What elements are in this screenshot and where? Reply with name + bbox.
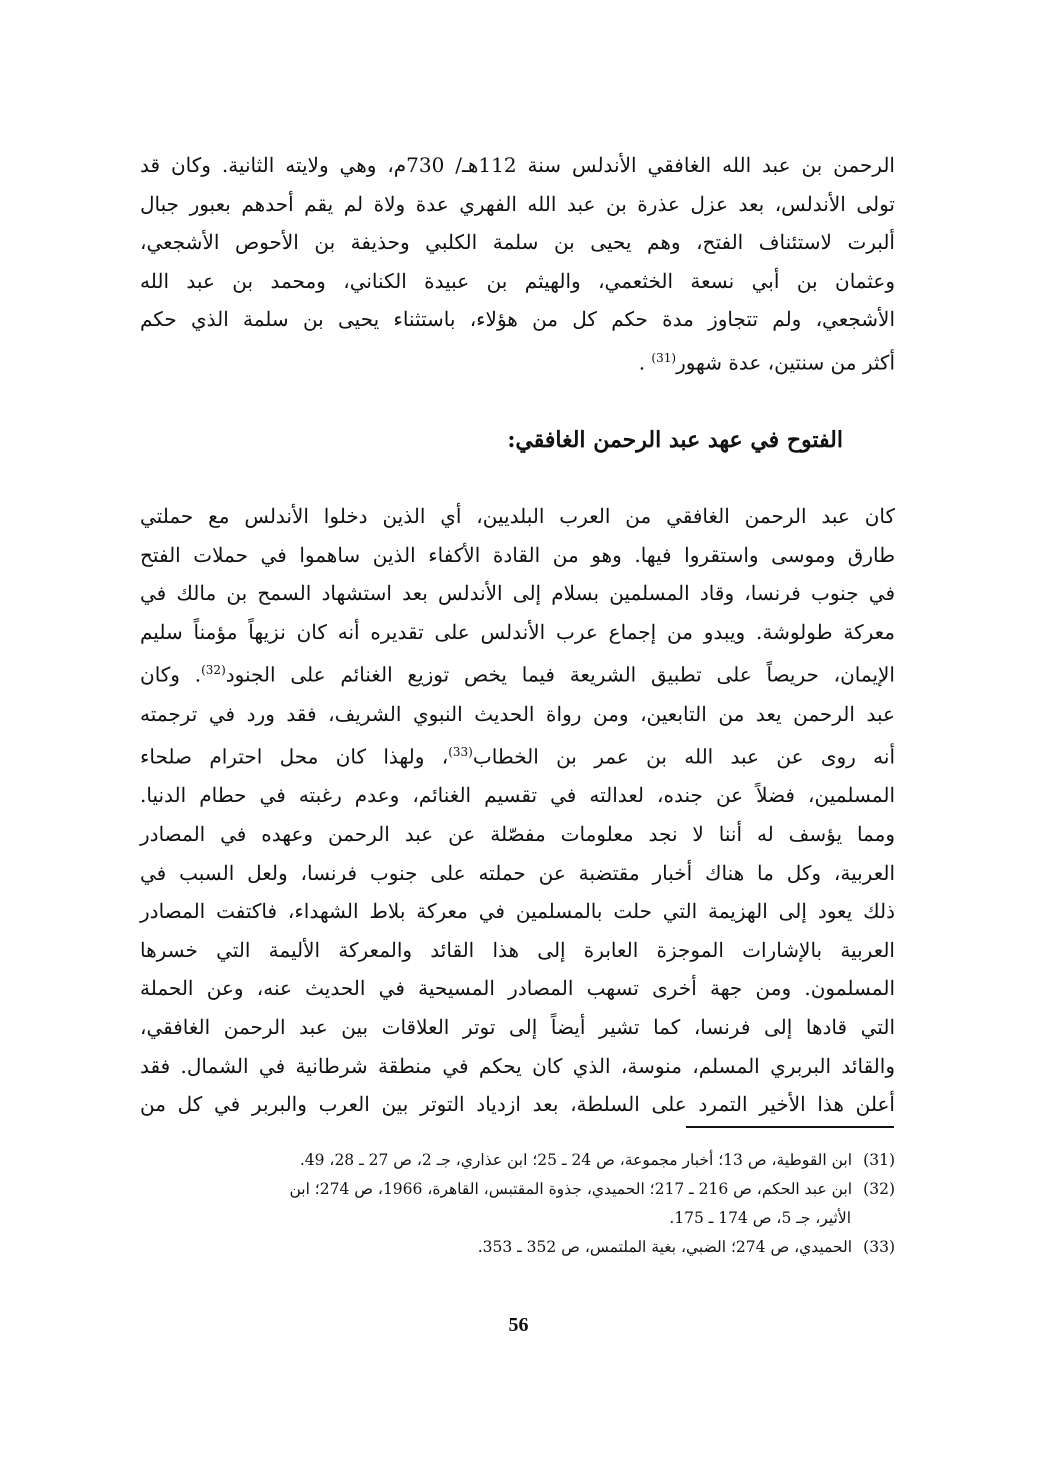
text-fragment: أنه روى عن عبد الله بن عمر بن الخطاب <box>472 744 896 769</box>
section-heading: الفتوح في عهد عبد الرحمن الغافقي: <box>507 427 843 453</box>
footnote-32-continued: الأثير، جـ 5، ص 174 ـ 175. <box>669 1209 851 1227</box>
footnote-text: ابن القوطية، ص 13؛ أخبار مجموعة، ص 24 ـ 25؛ ابن عذاري، جـ 2، ص 27 ـ 28، 49. <box>299 1151 853 1169</box>
text-line: وعثمان بن أبي نسعة الخثعمي، والهيثم بن عبيدة الكناني، ومحمد بن عبد الله <box>140 268 895 293</box>
text-line: تولى الأندلس، بعد عزل عذرة بن عبد الله الفهري عدة ولاة لم يقم أحدهم بعبور جبال <box>140 191 895 216</box>
text-line: والقائد البربري المسلم، منوسة، الذي كان يحكم في منطقة شرطانية في الشمال. فقد <box>140 1053 895 1078</box>
text-fragment: الإيمان، حريصاً على تطبيق الشريعة فيما يخص توزيع الغنائم على الجنود <box>225 663 895 688</box>
footnote-ref-33[interactable]: (33) <box>448 745 473 760</box>
footnote-33 <box>140 1233 895 1262</box>
text-line: العربية بالإشارات الموجزة العابرة إلى هذا القائد والمعركة الأليمة التي خسرها <box>140 937 895 962</box>
text-line: عبد الرحمن يعد من التابعين، ومن رواة الحديث النبوي الشريف، فقد ورد في ترجمته <box>140 701 895 726</box>
text-line: الرحمن بن عبد الله الغافقي الأندلس سنة 112هـ/ 730م، وهي ولايته الثانية. وكان قد <box>140 153 895 177</box>
footnote-32 <box>140 1175 895 1204</box>
text-line: التي قادها إلى فرنسا، كما تشير أيضاً إلى توتر العلاقات بين عبد الرحمن الغافقي، <box>140 1015 895 1040</box>
footnote-text: الحميدي، ص 274؛ الضبي، بغية الملتمس، ص 352 ـ 353. <box>477 1238 853 1256</box>
footnote-number: (31) <box>863 1151 895 1169</box>
text-line: ذلك يعود إلى الهزيمة التي حلت بالمسلمين في معركة بلاط الشهداء، فاكتفت المصادر <box>140 899 895 924</box>
footnote-number: (32) <box>863 1180 895 1198</box>
text-fragment: ، ولهذا كان محل احترام صلحاء <box>140 744 449 769</box>
footnote-ref-31[interactable]: (31) <box>651 350 677 365</box>
intro-paragraph <box>140 146 895 382</box>
footnote-text: ابن عبد الحكم، ص 216 ـ 217؛ الحميدي، جذوة المقتبس، القاهرة، 1966، ص 274؛ ابن <box>289 1180 853 1198</box>
text-line: كان عبد الرحمن الغافقي من العرب البلديين، أي الذين دخلوا الأندلس مع حملتي <box>140 504 895 528</box>
text-line: أعلن هذا الأخير التمرد على السلطة، بعد ازدياد التوتر بين العرب والبربر في كل من <box>140 1092 895 1117</box>
text-line: الأشجعي، ولم تتجاوز مدة حكم كل من هؤلاء، باستثناء يحيى بن سلمة الذي حكم <box>140 307 895 332</box>
text-fragment: . وكان <box>140 663 202 688</box>
text-line: في جنوب فرنسا، وقاد المسلمين بسلام إلى الأندلس بعد استشهاد السمح بن مالك في <box>140 581 895 606</box>
footnote-31 <box>140 1146 895 1175</box>
text-line <box>140 339 895 382</box>
text-line: ألبرت لاستئناف الفتح، وهم يحيى بن سلمة الكلبي وحذيفة بن الأحوص الأشجعي، <box>140 230 895 255</box>
footnote-ref-32[interactable]: (32) <box>201 663 226 678</box>
text-line: ومما يؤسف له أننا لا نجد معلومات مفصّلة عن عبد الرحمن وعهده في المصادر <box>140 822 895 847</box>
text-line <box>140 651 895 694</box>
text-line: المسلمين، فضلاً عن جنده، لعدالته في تقسيم الغنائم، وعدم رغبته في حطام الدنيا. <box>140 783 895 808</box>
text-line <box>140 733 895 776</box>
text-line: معركة طولوشة. ويبدو من إجماع عرب الأندلس على تقديره أنه كان نزيهاً مؤمناً سليم <box>140 619 895 644</box>
text-fragment: . <box>638 350 646 375</box>
footnote-number: (33) <box>863 1238 895 1256</box>
text-line: المسلمون. ومن جهة أخرى تسهب المصادر المسيحية في الحديث عنه، وعن الحملة <box>140 976 895 1001</box>
page-number: 56 <box>508 1314 529 1336</box>
text-line: العربية، وكل ما هناك أخبار مقتضبة عن حملته على جنوب فرنسا، ولعل السبب في <box>140 860 895 885</box>
footnote-divider <box>686 1126 894 1128</box>
text-line: طارق وموسى واستقروا فيها. وهو من القادة الأكفاء الذين ساهموا في حملات الفتح <box>140 542 895 567</box>
body-paragraph <box>140 497 895 1124</box>
text-fragment: أكثر من سنتين، عدة شهور <box>676 350 895 375</box>
footnotes <box>140 1146 895 1262</box>
